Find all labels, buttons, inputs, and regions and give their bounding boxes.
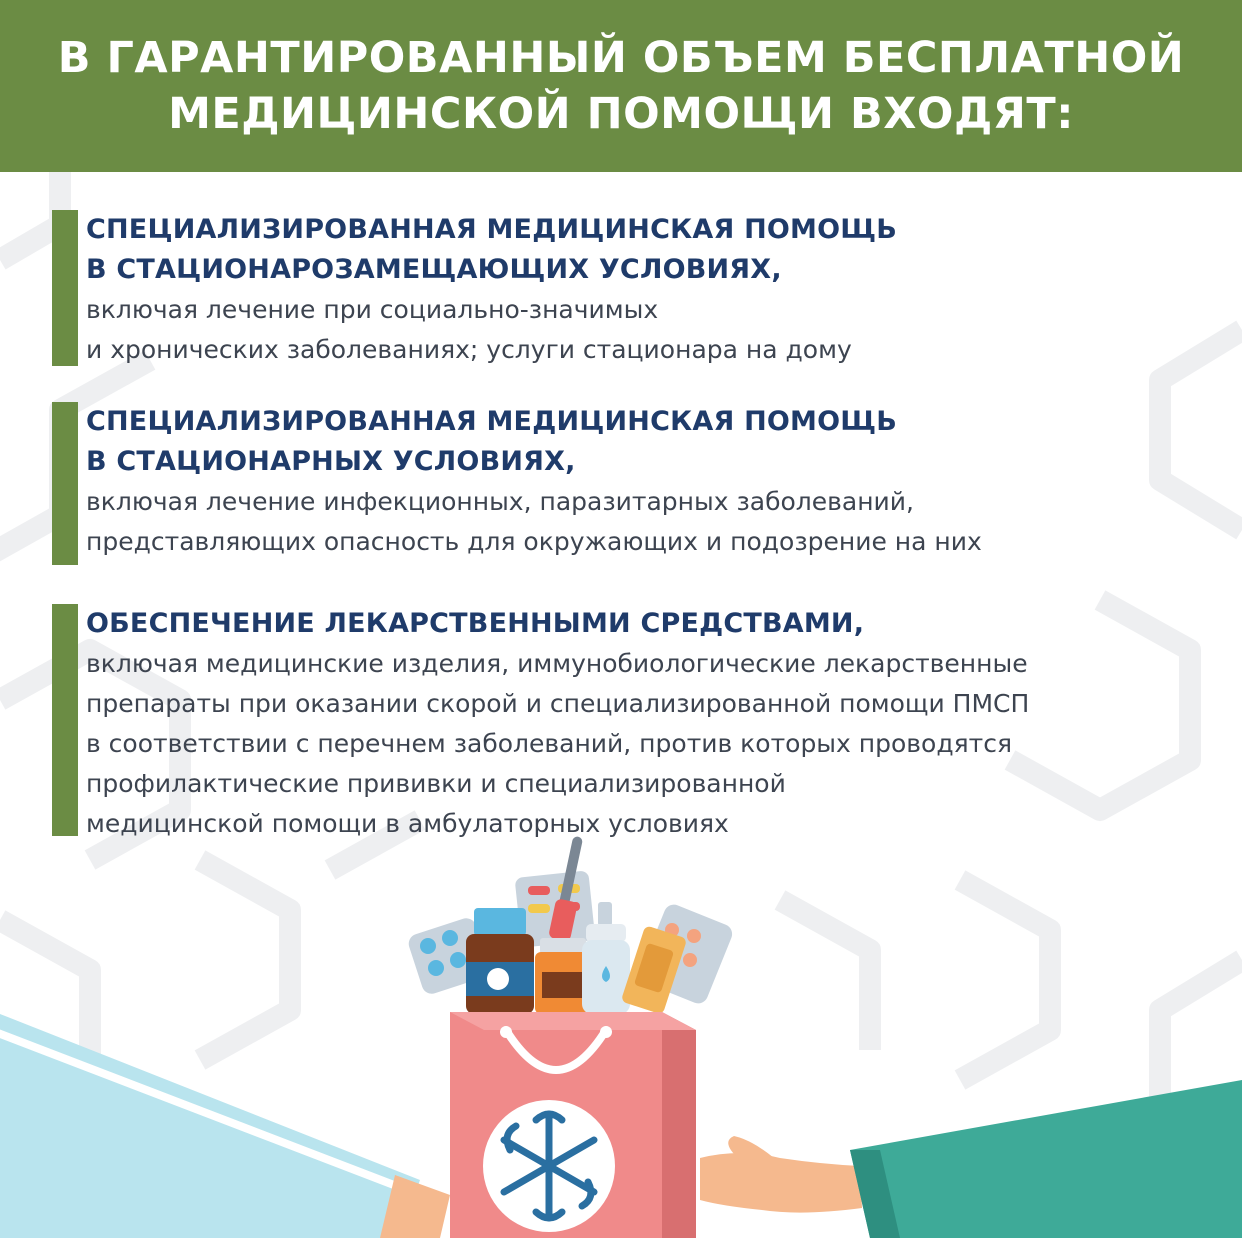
section-inpatient-replacing [52,210,897,366]
medicine-bottle-icon [466,908,534,1014]
section-description-line: профилактические прививки и специализированной [86,769,786,798]
section-description-line: медицинской помощи в амбулаторных условиях [86,809,729,838]
section-description-line: в соответствии с перечнем заболеваний, против которых проводятся [86,729,1013,758]
page-title-line-2: МЕДИЦИНСКОЙ ПОМОЩИ ВХОДЯТ: [168,89,1074,139]
section-description-line: препараты при оказании скорой и специализированной помощи ПМСП [86,689,1030,718]
section-medicines-supply [52,604,1029,836]
section-description-line: включая медицинские изделия, иммунобиологические лекарственные [86,649,1028,678]
left-sleeve [0,1010,450,1238]
section-inpatient [52,402,982,565]
section-description-line: и хронических заболеваниях; услуги стационара на дому [86,335,852,364]
section-title-line: ОБЕСПЕЧЕНИЕ ЛЕКАРСТВЕННЫМИ СРЕДСТВАМИ, [86,608,865,639]
medicine-bag-illustration [0,830,1242,1238]
page-title-line-1: В ГАРАНТИРОВАННЫЙ ОБЪЕМ БЕСПЛАТНОЙ [57,33,1185,83]
hand-icon [700,1136,862,1213]
right-sleeve [850,1080,1242,1238]
page-title [31,30,1211,142]
section-title-line: СПЕЦИАЛИЗИРОВАННАЯ МЕДИЦИНСКАЯ ПОМОЩЬ [86,406,898,437]
shopping-bag-icon [450,1012,696,1238]
section-title-line: В СТАЦИОНАРОЗАМЕЩАЮЩИХ УСЛОВИЯХ, [86,254,782,285]
section-title-line: СПЕЦИАЛИЗИРОВАННАЯ МЕДИЦИНСКАЯ ПОМОЩЬ [86,214,898,245]
section-title-line: В СТАЦИОНАРНЫХ УСЛОВИЯХ, [86,446,576,477]
header-banner [0,0,1242,172]
section-description-line: включая лечение при социально-значимых [86,295,659,324]
section-description-line: включая лечение инфекционных, паразитарных заболеваний, [86,487,914,516]
section-description-line: представляющих опасность для окружающих и подозрение на них [86,527,982,556]
